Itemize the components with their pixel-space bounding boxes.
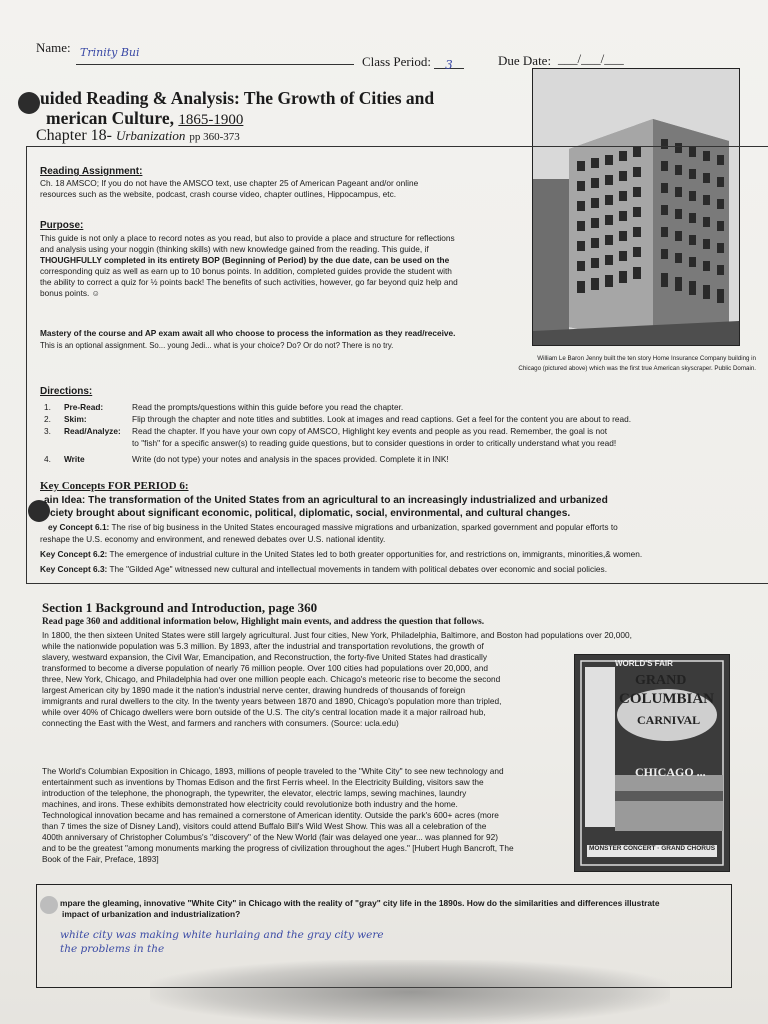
section1-paragraph1: In 1800, the then sixteen United States were still largely agricultural. Just four cities, New York, Philadelphia, Baltimore, and Boston had populations over 20,000, while the nationwide population was 5.3 million. By 1893, after the industrial and transportation revolutions, the growth of slavery, westward expansion, the Civil War, Emancipation, and Reconstruction, the forty-five United States had drastically transformed to become a diverse population of nearly 76 million people. Over 100 cities had populations over 20,000, and three, New York, Chicago, and Philadelphia had over one million people each. Chicago's meteoric rise to become the second largest American city by 1890 made it the nation's industrial nerve center, drawing hundreds of thousands of foreign immigrants and rural dwellers to the city. In the twenty years between 1870 and 1890, Chicago's population more than tripled, while over 40% of Chicago dwellers were born outside of the U.S. The city's central location made it a major railroad hub, connecting the East with the West, and farmers and ranchers with consumers. (Source: ucla.edu): [42, 630, 632, 728]
class-period-field[interactable]: [434, 56, 464, 72]
question-text: mpare the gleaming, innovative "White City" in Chicago with the reality of "gray" city life in the 1890s. How do the similarities and differences illustrate impact of urbanization and industrialization?: [60, 898, 660, 919]
photo-shadow: [150, 960, 670, 1024]
purpose-text: This guide is not only a place to record notes as you read, but also to provide a place and structure for reflections and analysis using your noggin (thinking skills) with new knowledge gained from the reading. This guide, if THOUGHFULLY completed in its entirety BOP (Beginning of Period) by the due date, can be used on the corresponding quiz as well as earn up to 10 bonus points. In addition, completed guides provide the student with the ability to correct a quiz for ½ points back! The benefits of such activities, however, go far beyond quiz help and bonus points. ☺: [40, 233, 458, 298]
direction-item: 3. Read/Analyze: Read the chapter. If you have your own copy of AMSCO, Highlight key events and people as you read. Remember, the goal is not: [44, 426, 608, 436]
main-idea-text: ain Idea: The transformation of the United States from an agricultural to an increasingly industrialized and urbanized ciety brought about significant economic, political, diplomatic, social, environmental, and cultural changes.: [44, 495, 608, 519]
reading-assignment-text: Ch. 18 AMSCO; If you do not have the AMSCO text, use chapter 25 of American Pageant and/or online resources such as the website, podcast, crash course video, chapter outlines, Hippocampus, etc.: [40, 178, 419, 199]
direction-item: 1. Pre-Read: Read the prompts/questions within this guide before you read the chapter.: [44, 402, 404, 412]
section1-heading: Section 1 Background and Introduction, page 360: [42, 600, 318, 615]
optional-text: This is an optional assignment. So... young Jedi... what is your choice? Do? Or do not? There is no try.: [40, 341, 394, 350]
name-value: Trinity Bui: [80, 46, 140, 59]
hole-punch-top: [18, 92, 40, 114]
poster-bottom-text: MONSTER CONCERT · GRAND CHORUS: [589, 845, 716, 852]
directions-heading: Directions:: [40, 386, 93, 397]
name-field[interactable]: [76, 46, 354, 65]
poster-top-text: WORLD'S FAIR: [615, 659, 673, 668]
poster-carnival: CARNIVAL: [637, 713, 701, 727]
section1-paragraph2: The World's Columbian Exposition in Chicago, 1893, millions of people traveled to the "White City" to see new technology and entertainment such as inventions by Thomas Edison and the first Ferris wheel. In the Electricity Building, visitors saw the introduction of the telephone, the phonograph, the typewriter, the elevator, electric lamps, sewing machines, laundry machines, and irons. These exhibits demonstrated how electricity could revolutionize both industry and the home. Technological innovation became and has remained a cornerstone of American identity. Outside the park's 600+ acres (more than 7 times the size of Disney Land), visitors could attend Buffalo Bill's Wild West Show. This was all a celebration of the 400th anniversary of Christopher Columbus's "discovery" of the New World (fair was delayed one year... was planned for 92) and to be the greatest "among monuments marking the progress of civilization throughout the ages." [Hubert Hugh Bancroft, The Book of the Fair, Preface, 1893]: [42, 766, 514, 864]
due-date-field[interactable]: ___/___/___: [558, 51, 624, 66]
mastery-text: Mastery of the course and AP exam await all who choose to process the information as they read/receive.: [40, 328, 456, 338]
poster-city: CHICAGO ...: [635, 765, 706, 779]
class-period-label: Class Period:: [362, 54, 431, 69]
due-date-label: Due Date:: [498, 53, 552, 68]
guide-title-line1: uided Reading & Analysis: The Growth of Cities and: [40, 88, 435, 108]
key-concept-6-3: Key Concept 6.3: The "Gilded Age" witnessed new cultural and intellectual movements in tandem with political debates over economic and social policies.: [40, 564, 608, 574]
photo-caption: William Le Baron Jenny built the ten story Home Insurance Company building in Chicago (pictured above) which was the first true American skyscraper. Public Domain.: [518, 355, 756, 372]
guide-title-line2: merican Culture, 1865-1900: [46, 108, 244, 128]
key-concept-6-1: ey Concept 6.1: The rise of big business in the United States encouraged massive migrations and urbanization, sparked government and popular efforts to: [48, 522, 618, 532]
section1-instruction: Read page 360 and additional information below, Highlight main events, and address the question that follows.: [42, 617, 485, 627]
direction-item: 4. Write Write (do not type) your notes and analysis in the spaces provided. Complete it in INK!: [44, 454, 449, 464]
purpose-heading: Purpose:: [40, 220, 84, 231]
class-period-value: 3: [445, 58, 453, 72]
key-concept-6-1-cont: reshape the U.S. economy and environment, and renewed debates over U.S. national identity.: [40, 534, 386, 544]
key-concept-6-2: Key Concept 6.2: The emergence of industrial culture in the United States led to both greater opportunities for, and restrictions on, immigrants, minorities,& women.: [40, 549, 643, 559]
answer-line-2: the problems in the: [60, 943, 165, 955]
poster-columbian: COLUMBIAN: [619, 691, 715, 707]
direction-item: 2. Skim: Flip through the chapter and note titles and subtitles. Look at images and read captions. Get a feel for the content you are about to read.: [44, 414, 632, 424]
columbian-carnival-poster: [574, 654, 730, 872]
name-label: Name:: [36, 40, 71, 55]
chapter-heading: Chapter 18- Urbanization pp 360-373: [36, 127, 240, 144]
key-concepts-heading: Key Concepts FOR PERIOD 6:: [40, 480, 189, 492]
answer-line-1: white city was making white hurlaing and the gray city were: [60, 929, 384, 941]
direction-item-continued: to "fish" for a specific answer(s) to reading guide questions, but to consider questions in order to critically understand what you read!: [132, 438, 617, 448]
poster-grand: GRAND: [635, 673, 687, 688]
reading-assignment-heading: Reading Assignment:: [40, 166, 143, 177]
